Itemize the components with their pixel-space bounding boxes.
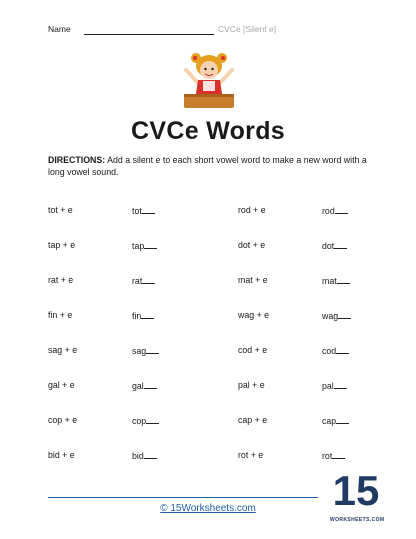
sheet-subtitle: CVCe [Silent e] xyxy=(218,24,277,34)
answer-item[interactable] xyxy=(322,415,349,426)
word-equation: cod + e xyxy=(238,345,268,355)
word-equation: rat + e xyxy=(48,275,74,285)
word-equation: gal + e xyxy=(48,380,75,390)
answer-blank[interactable] xyxy=(144,380,157,389)
site-logo xyxy=(330,467,385,529)
answer-item[interactable] xyxy=(132,345,159,356)
base-word: dot xyxy=(322,241,335,251)
answer-item[interactable] xyxy=(132,450,157,461)
answer-blank[interactable] xyxy=(142,205,155,214)
word-row xyxy=(0,240,416,252)
word-equation: tot + e xyxy=(48,205,73,215)
copyright-link[interactable]: © 15Worksheets.com xyxy=(160,503,256,514)
logo-number: 15 xyxy=(332,467,380,514)
word-equation: cap + e xyxy=(238,415,268,425)
word-row xyxy=(0,450,416,462)
word-row xyxy=(0,415,416,427)
word-equation: wag + e xyxy=(238,310,270,320)
directions-text: Add a silent e to each short vowel word to make a new word with a long vowel sound. xyxy=(48,155,367,177)
answer-item[interactable] xyxy=(132,380,157,391)
name-label: Name xyxy=(48,24,71,34)
word-row xyxy=(0,380,416,392)
word-equation: cop + e xyxy=(48,415,78,425)
answer-item[interactable] xyxy=(132,310,154,321)
base-word: rat xyxy=(132,276,143,286)
answer-blank[interactable] xyxy=(144,240,157,249)
base-word: rot xyxy=(322,451,333,461)
footer-divider xyxy=(48,497,318,498)
word-row xyxy=(0,345,416,357)
answer-blank[interactable] xyxy=(336,415,349,424)
girl-mascot-illustration xyxy=(174,50,244,112)
answer-blank[interactable] xyxy=(146,345,159,354)
word-equation: pal + e xyxy=(238,380,265,390)
word-equation: mat + e xyxy=(238,275,268,285)
answer-item[interactable] xyxy=(322,205,348,216)
answer-item[interactable] xyxy=(322,310,351,321)
base-word: pal xyxy=(322,381,334,391)
word-row xyxy=(0,275,416,287)
base-word: fin xyxy=(132,311,142,321)
base-word: bid xyxy=(132,451,144,461)
answer-item[interactable] xyxy=(132,205,155,216)
answer-item[interactable] xyxy=(132,240,157,251)
base-word: sag xyxy=(132,346,147,356)
worksheet-title: CVCe Words xyxy=(131,117,285,145)
answer-item[interactable] xyxy=(322,380,347,391)
word-equation: fin + e xyxy=(48,310,73,320)
directions xyxy=(48,154,374,178)
base-word: wag xyxy=(322,311,339,321)
answer-blank[interactable] xyxy=(335,205,348,214)
answer-item[interactable] xyxy=(322,240,347,251)
word-equation: rod + e xyxy=(238,205,266,215)
base-word: gal xyxy=(132,381,144,391)
answer-blank[interactable] xyxy=(334,380,347,389)
answer-blank[interactable] xyxy=(141,310,154,319)
word-equation: bid + e xyxy=(48,450,75,460)
answer-blank[interactable] xyxy=(334,240,347,249)
base-word: mat xyxy=(322,276,337,286)
base-word: cod xyxy=(322,346,337,356)
answer-blank[interactable] xyxy=(144,450,157,459)
base-word: rod xyxy=(322,206,335,216)
answer-blank[interactable] xyxy=(338,310,351,319)
answer-blank[interactable] xyxy=(332,450,345,459)
logo-text: WORKSHEETS.COM xyxy=(330,517,385,523)
word-row xyxy=(0,310,416,322)
word-equation: rot + e xyxy=(238,450,264,460)
answer-blank[interactable] xyxy=(337,275,350,284)
answer-item[interactable] xyxy=(322,345,349,356)
worksheet-header xyxy=(48,24,378,40)
answer-blank[interactable] xyxy=(146,415,159,424)
name-write-line[interactable] xyxy=(84,34,214,35)
answer-item[interactable] xyxy=(132,415,159,426)
answer-blank[interactable] xyxy=(336,345,349,354)
word-equation: sag + e xyxy=(48,345,78,355)
directions-lead: DIRECTIONS: xyxy=(48,155,106,165)
word-equation: dot + e xyxy=(238,240,266,250)
word-equation: tap + e xyxy=(48,240,76,250)
base-word: tot xyxy=(132,206,142,216)
answer-item[interactable] xyxy=(322,450,345,461)
word-row xyxy=(0,205,416,217)
answer-blank[interactable] xyxy=(142,275,155,284)
base-word: cop xyxy=(132,416,147,426)
answer-item[interactable] xyxy=(322,275,350,286)
base-word: cap xyxy=(322,416,337,426)
base-word: tap xyxy=(132,241,145,251)
answer-item[interactable] xyxy=(132,275,155,286)
